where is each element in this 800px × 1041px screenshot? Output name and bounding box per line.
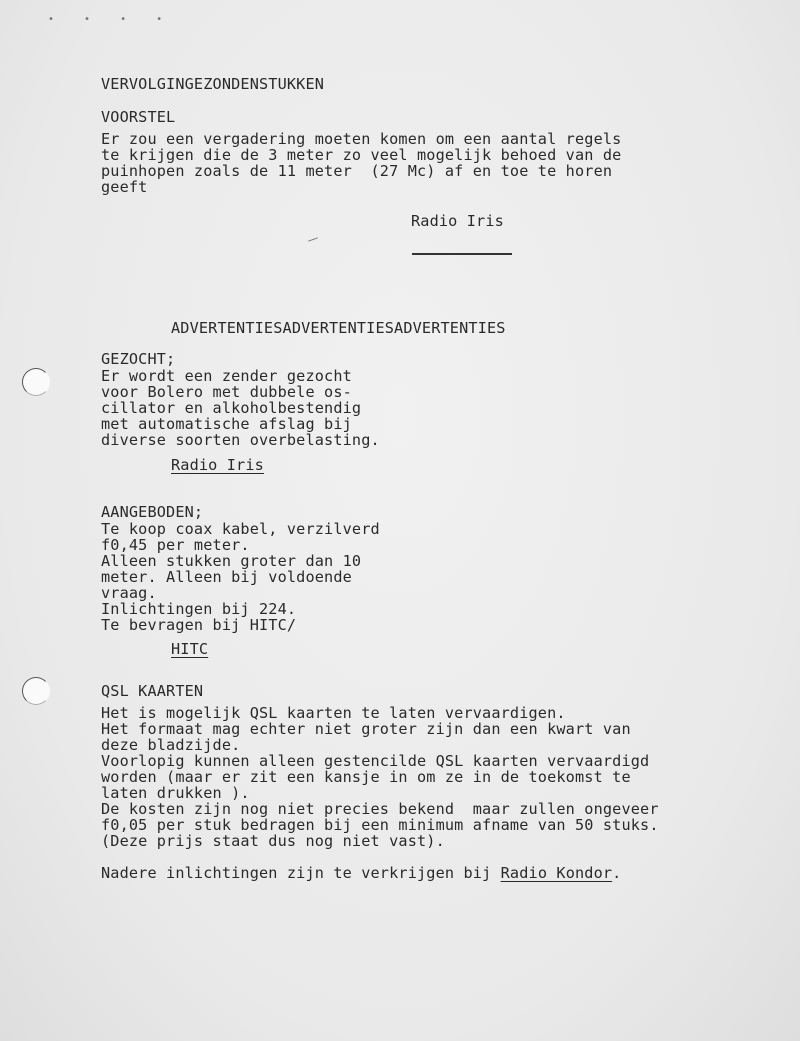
- punch-hole: [22, 677, 50, 705]
- voorstel-line: geeft: [101, 178, 148, 196]
- qsl-line: De kosten zijn nog niet precies bekend maar zullen ongeveer: [101, 800, 659, 818]
- aangeboden-signature: HITC: [171, 640, 209, 658]
- qsl-line: deze bladzijde.: [101, 736, 241, 754]
- voorstel-line: puinhopen zoals de 11 meter (27 Mc) af en toe te horen: [101, 162, 613, 180]
- page-title: VERVOLGINGEZONDENSTUKKEN: [101, 75, 325, 93]
- voorstel-heading: VOORSTEL: [101, 108, 176, 126]
- qsl-closing-text: Nadere inlichtingen zijn te verkrijgen bij: [101, 864, 501, 882]
- qsl-line: laten drukken ).: [101, 784, 250, 802]
- radio-kondor-contact: Radio Kondor: [500, 864, 613, 882]
- gezocht-line: Er wordt een zender gezocht: [101, 367, 352, 385]
- aangeboden-line: vraag.: [101, 584, 157, 602]
- aangeboden-line: Te koop coax kabel, verzilverd: [101, 520, 380, 538]
- qsl-line: worden (maar er zit een kansje in om ze in de toekomst te: [101, 768, 631, 786]
- corner-marks: • • • •: [48, 14, 175, 25]
- qsl-closing: [101, 865, 621, 881]
- gezocht-heading: GEZOCHT;: [101, 350, 176, 368]
- stray-mark: [308, 237, 318, 241]
- ads-heading: ADVERTENTIESADVERTENTIESADVERTENTIES: [171, 319, 506, 337]
- qsl-line: (Deze prijs staat dus nog niet vast).: [101, 832, 445, 850]
- aangeboden-line: Alleen stukken groter dan 10: [101, 552, 362, 570]
- section-divider: [412, 253, 512, 255]
- qsl-line: Voorlopig kunnen alleen gestencilde QSL kaarten vervaardigd: [101, 752, 650, 770]
- voorstel-line: te krijgen die de 3 meter zo veel mogelijk behoed van de: [101, 146, 622, 164]
- aangeboden-line: f0,45 per meter.: [101, 536, 250, 554]
- gezocht-line: diverse soorten overbelasting.: [101, 431, 380, 449]
- qsl-line: Het formaat mag echter niet groter zijn dan een kwart van: [101, 720, 631, 738]
- qsl-line: f0,05 per stuk bedragen bij een minimum afname van 50 stuks.: [101, 816, 659, 834]
- gezocht-line: voor Bolero met dubbele os-: [101, 383, 352, 401]
- aangeboden-line: Te bevragen bij HITC/: [101, 616, 297, 634]
- aangeboden-heading: AANGEBODEN;: [101, 503, 204, 521]
- voorstel-signature: Radio Iris: [411, 212, 504, 230]
- aangeboden-line: Inlichtingen bij 224.: [101, 600, 297, 618]
- gezocht-signature: Radio Iris: [171, 456, 264, 474]
- gezocht-line: cillator en alkoholbestendig: [101, 399, 362, 417]
- qsl-heading: QSL KAARTEN: [101, 682, 204, 700]
- qsl-closing-suffix: .: [612, 864, 622, 882]
- aangeboden-line: meter. Alleen bij voldoende: [101, 568, 352, 586]
- punch-hole: [22, 368, 50, 396]
- qsl-line: Het is mogelijk QSL kaarten te laten vervaardigen.: [101, 704, 566, 722]
- gezocht-line: met automatische afslag bij: [101, 415, 352, 433]
- voorstel-line: Er zou een vergadering moeten komen om een aantal regels: [101, 130, 622, 148]
